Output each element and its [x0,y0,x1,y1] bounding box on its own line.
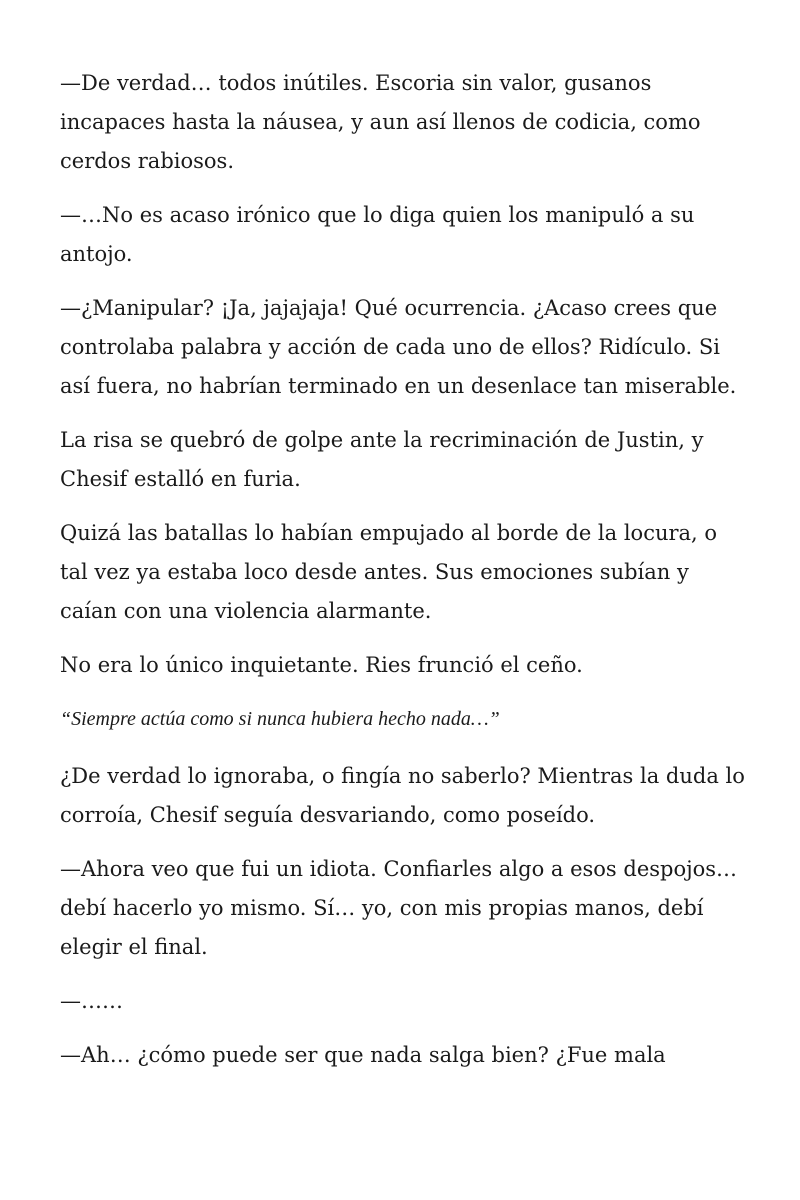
paragraph-dialogue: —De verdad… todos inútiles. Escoria sin valor, gusanos incapaces hasta la náusea, y aun así llenos de codicia, como cerdos rabiosos. [60,71,701,173]
paragraph-dialogue: —¿Manipular? ¡Ja, jajajaja! Qué ocurrencia. ¿Acaso crees que controlaba palabra y acción de cada uno de ellos? Ridículo. Si así fuera, no habrían terminado en un desenlace tan miserable. [60,296,737,398]
paragraph-thought: “Siempre actúa como si nunca hubiera hecho nada…” [60,708,500,730]
paragraph-narration: Quizá las batallas lo habían empujado al borde de la locura, o tal vez ya estaba loco desde antes. Sus emociones subían y caían con una violencia alarmante. [60,521,718,623]
paragraph-dialogue: —Ah… ¿cómo puede ser que nada salga bien? ¿Fue mala [60,1043,666,1067]
paragraph-dialogue: —…No es acaso irónico que lo diga quien los manipuló a su antojo. [60,203,695,266]
paragraph-narration: No era lo único inquietante. Ries frunció el ceño. [60,653,583,677]
paragraph-narration: La risa se quebró de golpe ante la recriminación de Justin, y Chesif estalló en furia. [60,428,704,491]
paragraph-dialogue: —Ahora veo que fui un idiota. Confiarles algo a esos despojos… debí hacerlo yo mismo. Sí… yo, con mis propias manos, debí elegir el final. [60,857,738,959]
paragraph-dialogue: —…… [60,989,123,1013]
document-page [60,64,750,1090]
paragraph-narration: ¿De verdad lo ignoraba, o fingía no saberlo? Mientras la duda lo corroía, Chesif seguía desvariando, como poseído. [60,764,745,827]
